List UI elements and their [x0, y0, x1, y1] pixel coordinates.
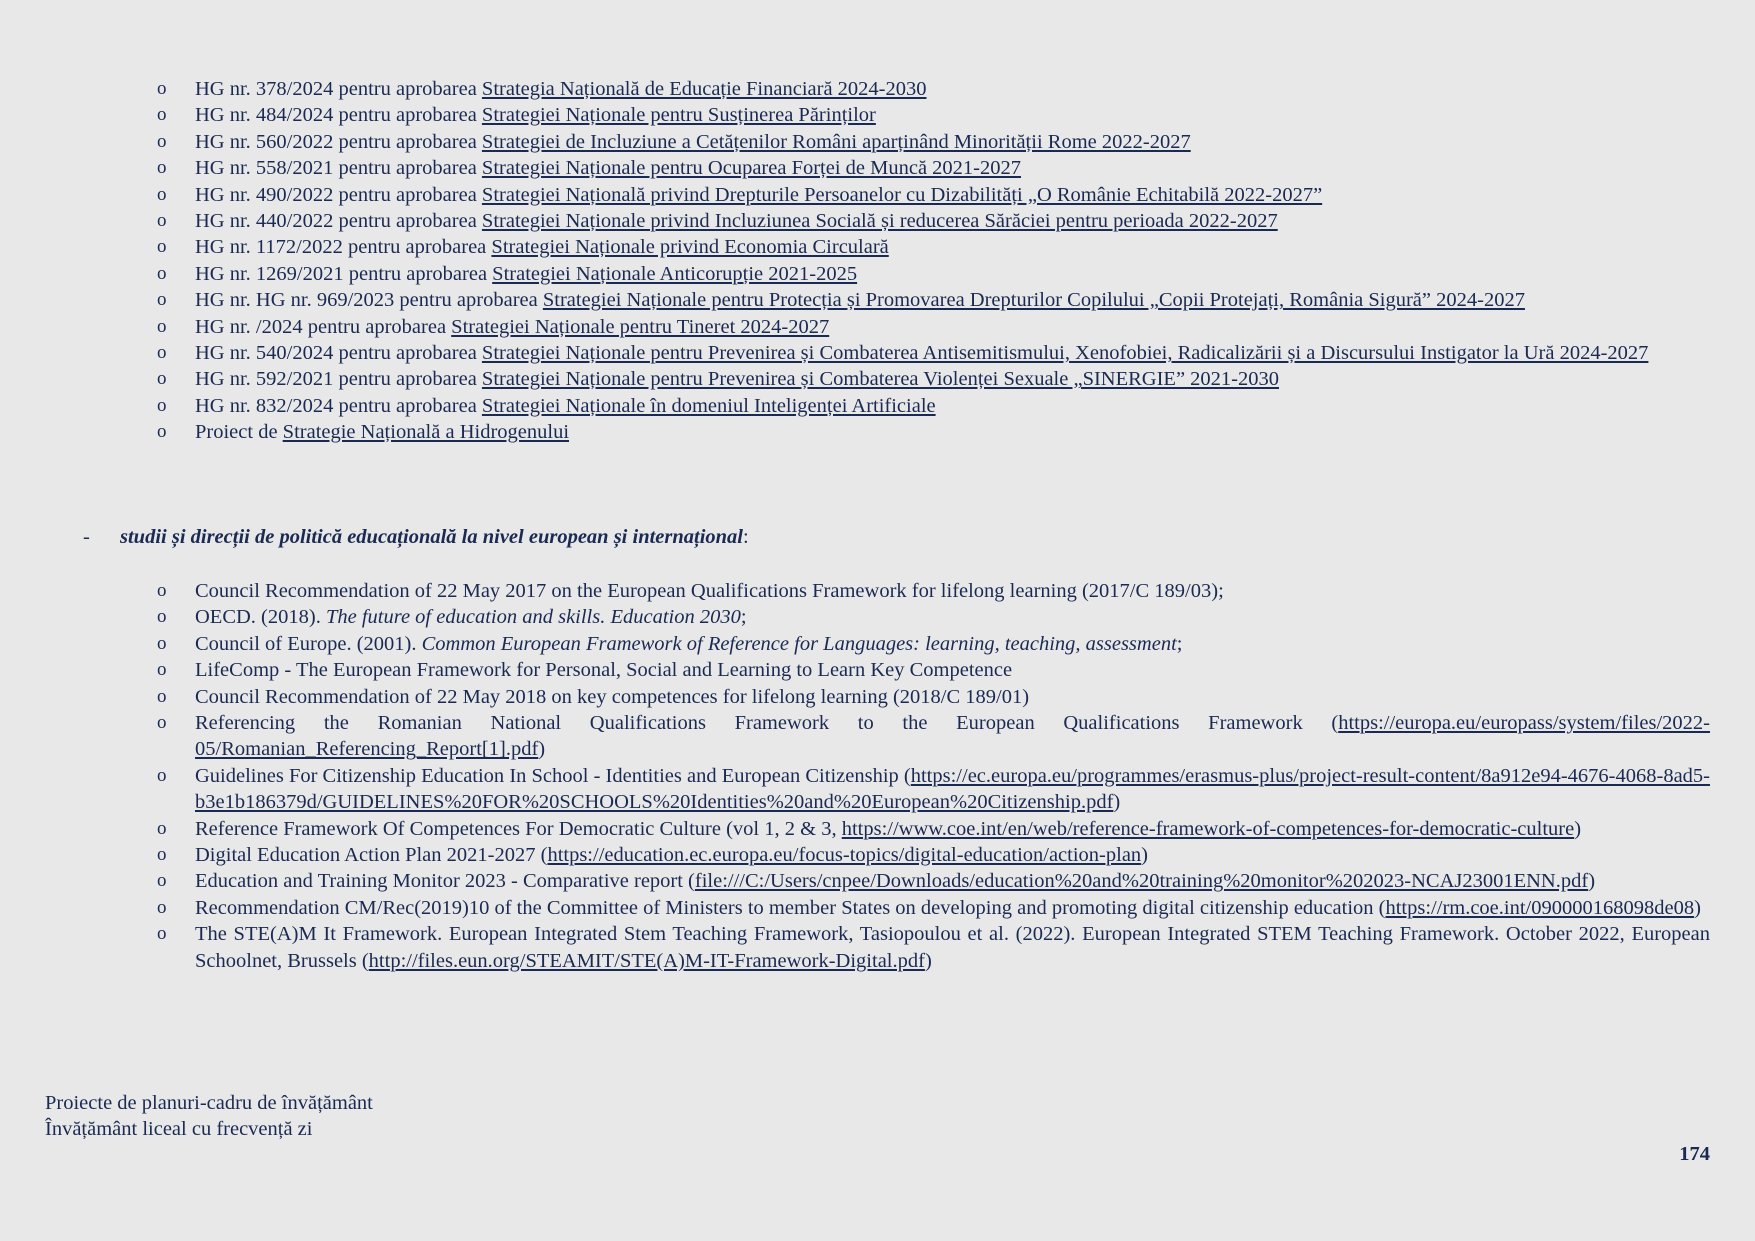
list-item: o Council Recommendation of 22 May 2018 on key competences for lifelong learning (2018/C 189/01)	[157, 685, 1030, 708]
footer-line: Proiecte de planuri-cadru de învățământ	[45, 1092, 373, 1114]
strategy-link[interactable]: Strategia Națională de Educație Financiară 2024-2030	[481, 78, 927, 100]
strategy-link[interactable]: Strategiei Naționale privind Incluziunea Socială și reducerea Sărăciei pentru perioada 2022-2027	[481, 210, 1278, 233]
list-item: o HG nr. 558/2021 pentru aprobarea Strategiei Naționale pentru Ocuparea Forței de Muncă 2021-2027	[157, 157, 1022, 180]
list-item: o Guidelines For Citizenship Education In School - Identities and European Citizenship (https://ec.europa.eu/programmes/erasmus-plus/project-result-content/8a912e94-4676-4068-8ad5-b3e1b186379d/GUIDELINES%20FOR%20SCHOOLS%20Identities%20and%20European%20Citizenship.pdf)	[157, 764, 1710, 814]
list-item: o Council Recommendation of 22 May 2017 on the European Qualifications Framework for lifelong learning (2017/C 189/03);	[157, 580, 1224, 602]
reference-link[interactable]: file:///C:/Users/cnpee/Downloads/education%20and%20training%20monitor%202023-NCAJ23001ENN.pdf	[694, 870, 1589, 893]
list-item: o HG nr. /2024 pentru aprobarea Strategiei Naționale pentru Tineret 2024-2027	[157, 315, 830, 338]
list-item: o HG nr. 832/2024 pentru aprobarea Strategiei Naționale în domeniul Inteligenței Artificiale	[157, 394, 936, 417]
strategy-link[interactable]: Strategiei Naționale pentru Ocuparea Forței de Muncă 2021-2027	[481, 157, 1022, 180]
list-item: o Proiect de Strategie Națională a Hidrogenului	[157, 421, 570, 444]
page-number: 174	[1679, 1143, 1710, 1165]
list-item: o LifeComp - The European Framework for Personal, Social and Learning to Learn Key Competence	[157, 659, 1013, 682]
list-item: o Referencing the Romanian National Qualifications Framework to the European Qualifications Framework (https://europa.eu/europass/system/files/2022-05/Romanian_Referencing_Report[1].pdf)	[157, 712, 1710, 761]
reference-link[interactable]: https://rm.coe.int/090000168098de08	[1385, 896, 1695, 919]
list-item: o HG nr. 1269/2021 pentru aprobarea Strategiei Naționale Anticorupție 2021-2025	[157, 262, 858, 285]
list-item: o The STE(A)M It Framework. European Integrated Stem Teaching Framework, Tasiopoulou et al. (2022). European Integrated STEM Teaching Framework. October 2022, European Schoolnet, Brussels (http://files.eun.org/STEAMIT/STE(A)M-IT-Framework-Digital.pdf)	[157, 923, 1710, 972]
strategies-list	[0, 76, 1693, 446]
list-item: o HG nr. 592/2021 pentru aprobarea Strategiei Naționale pentru Prevenirea și Combaterea Violenței Sexuale „SINERGIE” 2021-2030	[157, 368, 1279, 391]
list-item: o Education and Training Monitor 2023 - Comparative report (file:///C:/Users/cnpee/Downloads/education%20and%20training%20monitor%202023-NCAJ23001ENN.pdf)	[157, 870, 1596, 893]
section-heading: - studii și direcții de politică educațională la nivel european și internațional:	[83, 526, 749, 548]
strategy-link[interactable]: Strategiei de Incluziune a Cetățenilor Români aparținând Minorității Rome 2022-2027	[481, 130, 1191, 153]
page-footer	[45, 1090, 373, 1142]
list-item: o Council of Europe. (2001). Common European Framework of Reference for Languages: learning, teaching, assessment;	[157, 632, 1183, 655]
list-item: o Reference Framework Of Competences For Democratic Culture (vol 1, 2 & 3, https://www.coe.int/en/web/reference-framework-of-competences-for-democratic-culture)	[157, 817, 1582, 840]
references-list	[0, 578, 1755, 974]
list-item: o HG nr. 540/2024 pentru aprobarea Strategiei Naționale pentru Prevenirea și Combaterea Antisemitismului, Xenofobiei, Radicalizării și a Discursului Instigator la Ură 2024-2027	[157, 342, 1649, 365]
strategy-link[interactable]: Strategiei Naționale pentru Prevenirea și Combaterea Antisemitismului, Xenofobiei, Radicalizării și a Discursului Instigator la Ură 2024-2027	[481, 342, 1649, 365]
reference-link[interactable]: https://education.ec.europa.eu/focus-topics/digital-education/action-plan	[547, 844, 1142, 867]
list-item: o OECD. (2018). The future of education and skills. Education 2030;	[157, 606, 747, 629]
list-item: o Recommendation CM/Rec(2019)10 of the Committee of Ministers to member States on developing and promoting digital citizenship education (https://rm.coe.int/090000168098de08)	[157, 896, 1701, 919]
list-item: o HG nr. 560/2022 pentru aprobarea Strategiei de Incluziune a Cetățenilor Români aparținând Minorității Rome 2022-2027	[157, 130, 1191, 153]
strategy-link[interactable]: Strategiei Naționale Anticorupție 2021-2025	[492, 262, 858, 285]
strategy-link[interactable]: Strategie Națională a Hidrogenului	[282, 421, 570, 444]
strategy-link[interactable]: Strategiei Naționale privind Economia Circulară	[491, 236, 889, 259]
strategy-link[interactable]: Strategiei Naționale pentru Protecția și Promovarea Drepturilor Copilului „Copii Protejați, România Sigură” 2024-2027	[542, 289, 1525, 312]
list-item: o HG nr. 1172/2022 pentru aprobarea Strategiei Naționale privind Economia Circulară	[157, 236, 889, 259]
strategy-link[interactable]: Strategiei Naționale pentru Prevenirea și Combaterea Violenței Sexuale „SINERGIE” 2021-2030	[481, 368, 1279, 391]
footer-line: Învățământ liceal cu frecvență zi	[45, 1118, 313, 1140]
strategy-link[interactable]: Strategiei Naționale pentru Susținerea Părinților	[481, 104, 876, 127]
list-item: o HG nr. 484/2024 pentru aprobarea Strategiei Naționale pentru Susținerea Părinților	[157, 104, 876, 127]
list-item: o Digital Education Action Plan 2021-2027 (https://education.ec.europa.eu/focus-topics/digital-education/action-plan)	[157, 844, 1148, 867]
list-item: o HG nr. 440/2022 pentru aprobarea Strategiei Naționale privind Incluziunea Socială și reducerea Sărăciei pentru perioada 2022-2027	[157, 210, 1278, 233]
list-item: o HG nr. HG nr. 969/2023 pentru aprobarea Strategiei Naționale pentru Protecția și Promovarea Drepturilor Copilului „Copii Protejați, România Sigură” 2024-2027	[157, 289, 1525, 312]
reference-link[interactable]: https://ec.europa.eu/programmes/erasmus-plus/project-result-content/8a912e94-4676-4068-8ad5-b3e1b186379d/GUIDELINES%20FOR%20SCHOOLS%20Identities%20and%20European%20Citizenship.pdf	[195, 764, 1710, 814]
reference-link[interactable]: https://www.coe.int/en/web/reference-framework-of-competences-for-democratic-culture	[841, 817, 1575, 840]
reference-link[interactable]: http://files.eun.org/STEAMIT/STE(A)M-IT-Framework-Digital.pdf	[368, 949, 925, 972]
list-item: o HG nr. 378/2024 pentru aprobarea Strategia Națională de Educație Financiară 2024-2030	[157, 78, 927, 100]
strategy-link[interactable]: Strategiei Națională privind Drepturile Persoanelor cu Dizabilități „O Românie Echitabilă 2022-2027”	[481, 183, 1323, 206]
strategy-link[interactable]: Strategiei Naționale pentru Tineret 2024-2027	[451, 315, 830, 338]
list-item: o HG nr. 490/2022 pentru aprobarea Strategiei Națională privind Drepturile Persoanelor cu Dizabilități „O Românie Echitabilă 2022-2027”	[157, 183, 1323, 206]
strategy-link[interactable]: Strategiei Naționale în domeniul Inteligenței Artificiale	[481, 394, 936, 417]
reference-link[interactable]: https://europa.eu/europass/system/files/2022-05/Romanian_Referencing_Report[1].pdf	[195, 712, 1710, 761]
